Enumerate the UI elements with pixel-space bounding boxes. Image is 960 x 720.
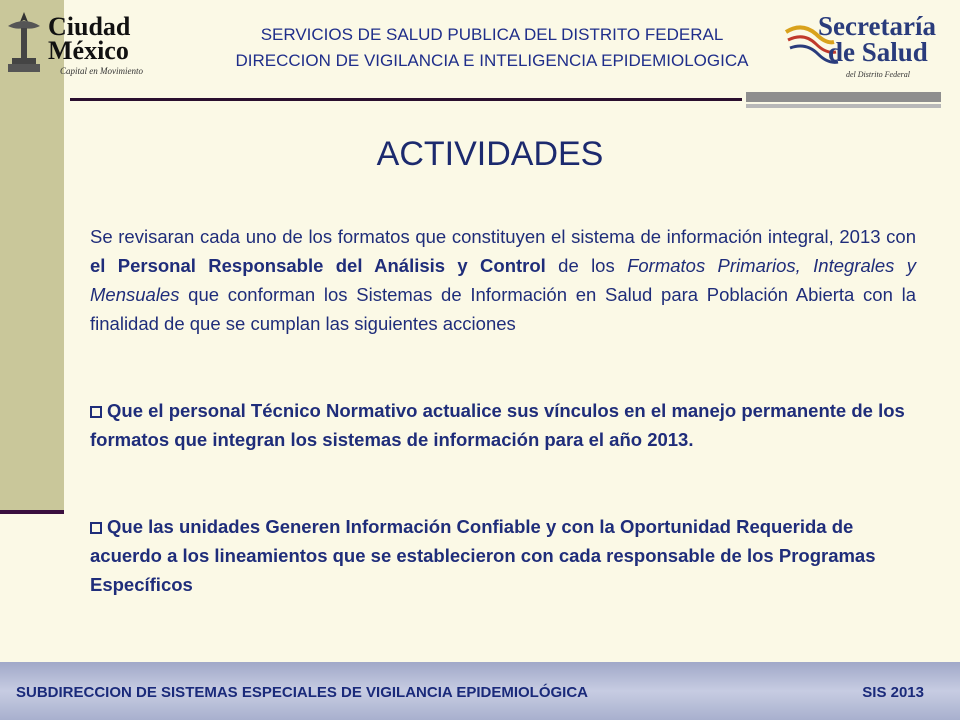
left-bar-accent: [0, 510, 64, 514]
intro-text-1: Se revisaran cada uno de los formatos que constituyen el sistema de información integral, 2013 con: [90, 226, 916, 247]
bullet-text-2: Que las unidades Generen Información Confiable y con la Oportunidad Requerida de acuerdo a los lineamientos que se establecieron con cada responsable de los Programas Específicos: [90, 516, 876, 595]
secretaria-salud-logo: [782, 12, 942, 92]
bullet-text-1: Que el personal Técnico Normativo actualice sus vínculos en el manejo permanente de los formatos que integran los sistemas de información para el año 2013.: [90, 400, 905, 450]
intro-paragraph: [90, 222, 916, 338]
footer-bar: [0, 662, 960, 720]
logo-left-line2: México: [48, 36, 129, 65]
bullet-item-2: [90, 512, 920, 599]
intro-bold-text: el Personal Responsable del Análisis y Control: [90, 255, 546, 276]
header-divider-tab: [746, 92, 941, 102]
header-divider: [70, 98, 742, 101]
logo-right-line2: de Salud: [828, 37, 928, 67]
bullet-item-1: [90, 396, 920, 454]
header-line-1: SERVICIOS DE SALUD PUBLICA DEL DISTRITO FEDERAL: [260, 25, 724, 44]
ciudad-mexico-logo: [2, 8, 162, 88]
checkbox-bullet-icon: [90, 522, 102, 534]
checkbox-bullet-icon: [90, 406, 102, 418]
logo-right-line1: Secretaría: [818, 11, 936, 41]
logo-left-tagline: Capital en Movimiento: [60, 66, 143, 76]
angel-icon: [2, 8, 46, 80]
intro-italic-text: Formatos Primarios, Integrales y Mensuales: [90, 255, 916, 305]
logo-left-line1: Ciudad: [48, 12, 131, 41]
intro-text-3: que conforman los Sistemas de Información en Salud para Población Abierta con la finalidad de que se cumplan las siguientes acciones: [90, 284, 916, 334]
header-divider-tab-shadow: [746, 104, 941, 108]
logo-right-tagline: del Distrito Federal: [846, 70, 910, 79]
footer-code: SIS 2013: [862, 684, 924, 701]
page-title: ACTIVIDADES: [376, 135, 604, 173]
header-line-2: DIRECCION DE VIGILANCIA E INTELIGENCIA EPIDEMIOLOGICA: [235, 51, 749, 70]
intro-text-2: de los: [545, 255, 628, 276]
footer-department: SUBDIRECCION DE SISTEMAS ESPECIALES DE VIGILANCIA EPIDEMIOLÓGICA: [16, 684, 589, 701]
